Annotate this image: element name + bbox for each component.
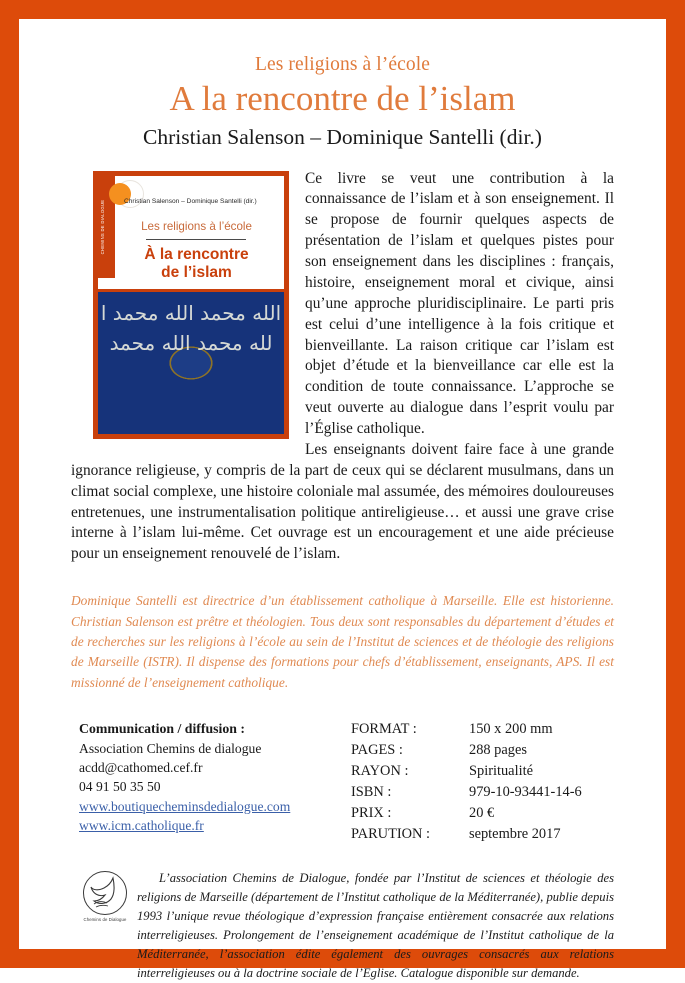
dove-icon xyxy=(83,871,127,915)
table-row xyxy=(351,803,582,824)
association-description xyxy=(133,869,614,982)
description-paragraph-1: Ce livre se veut une contribution à la connaissance de l’islam et à son enseignement. Il se propose de fournir quelques aspects de présentation de l’islam et quelques pistes pour son enseignement dans les disciplines : français, histoire, enseignement moral et civique, ainsi qu’une approche pluridisciplinaire. Le parti pris est celui d’une intelligence à la fois critique et bienveillante. La raison critique car l’islam est objet d’étude et la bienveillance car elle est la condition de toute connaissance. L’approche se veut ouverte au dialogue dans l’esprit voulu par l’Église catholique. xyxy=(305,169,614,438)
series-label: Les religions à l’école xyxy=(254,54,431,75)
spec-value: 288 pages xyxy=(469,742,527,759)
specifications-table-body xyxy=(351,719,582,845)
spec-label: RAYON : xyxy=(351,763,409,780)
spec-label: ISBN : xyxy=(351,784,392,801)
page-title: A la rencontre de l’islam xyxy=(169,79,516,119)
author-biography: Dominique Santelli est directrice d’un établissement catholique à Marseille. Elle est historienne. Christian Salenson est prêtre et théologien. Tous deux sont responsables du département d’études et de recherches sur les religions à l’école au sein de l’Institut de sciences et de théologie des religions de Marseille (ISTR). Il dispense des formations pour chefs d’établissement, enseignants, APS. Il est missionné de l’enseignement catholique. xyxy=(71,593,614,690)
contact-block xyxy=(71,719,347,845)
cover-divider xyxy=(146,239,246,240)
cover-artwork xyxy=(98,289,284,434)
contact-heading: Communication / diffusion : xyxy=(79,721,245,737)
specifications-block xyxy=(347,719,614,845)
spec-value: septembre 2017 xyxy=(469,826,561,843)
book-cover-thumbnail xyxy=(93,171,289,439)
specifications-table xyxy=(351,719,582,845)
contact-email[interactable]: acdd@cathomed.cef.fr xyxy=(79,759,203,775)
cover-authors: Christian Salenson – Dominique Santelli (dir.) xyxy=(124,197,257,205)
contact-phone: 04 91 50 35 50 xyxy=(79,779,161,795)
description-block xyxy=(71,169,614,566)
authors-line: Christian Salenson – Dominique Santelli (dir.) xyxy=(143,124,542,149)
spec-label: FORMAT : xyxy=(351,721,417,738)
cover-title-line1: À la rencontre xyxy=(144,245,249,263)
table-row xyxy=(351,761,582,782)
contact-website-icm-link[interactable]: www.icm.catholique.fr xyxy=(79,817,204,833)
cover-title xyxy=(115,246,278,282)
table-row xyxy=(351,740,582,761)
page-content xyxy=(19,19,666,980)
association-logo xyxy=(77,869,133,982)
spec-value: Spiritualité xyxy=(469,763,533,780)
table-row xyxy=(351,719,582,740)
association-description-text: L’association Chemins de Dialogue, fondée par l’Institut de sciences et théologie des religions de Marseille (département de l’Institut catholique de la Méditerranée), publie depuis 1993 l’unique revue théologique d’expression française entièrement consacrée aux relations interreligieuses. Prolongement de l’enseignement académique de l’Institut catholique de la Méditerranée, l’association édite également des ouvrages consacrés aux relations interreligieuses ou à la doctrine sociale de l’Eglise. Catalogue disponible sur demande. xyxy=(137,871,614,980)
cover-series: Les religions à l’école xyxy=(141,219,252,233)
footer-block xyxy=(71,869,614,982)
spec-label: PAGES : xyxy=(351,742,403,759)
spec-label: PRIX : xyxy=(351,805,392,822)
spec-label: PARUTION : xyxy=(351,826,431,843)
contact-organization: Association Chemins de dialogue xyxy=(79,740,262,756)
description-paragraph-2: Les enseignants doivent faire face à une grande ignorance religieuse, y compris de la part de ceux qui se déclarent musulmans, dans un climat social complexe, une histoire coloniale mal assumée, des mémoires douloureuses entretenues, une instrumentalisation politique antireligieuse… et aussi une grave crise interne à l’islam lui-même. Cet ouvrage est un encouragement et une aide précieuse pour un enseignement renouvelé de l’islam. xyxy=(71,440,614,563)
cover-artwork-calligraphy: الله محمد الله محمد الله محمد الله محمد xyxy=(100,300,282,355)
table-row xyxy=(351,824,582,845)
info-row xyxy=(71,719,614,845)
spec-value: 150 x 200 mm xyxy=(469,721,553,738)
contact-website-boutique-link[interactable]: www.boutiquecheminsdedialogue.com xyxy=(79,798,291,814)
cover-spine-label: CHEMINS DE DIALOGUE xyxy=(100,199,105,254)
logo-caption: Chemins de Dialogue xyxy=(83,917,127,923)
spec-value: 979-10-93441-14-6 xyxy=(469,784,582,801)
table-row xyxy=(351,782,582,803)
cover-title-line2: de l’islam xyxy=(161,263,232,281)
spec-value: 20 € xyxy=(469,805,495,822)
